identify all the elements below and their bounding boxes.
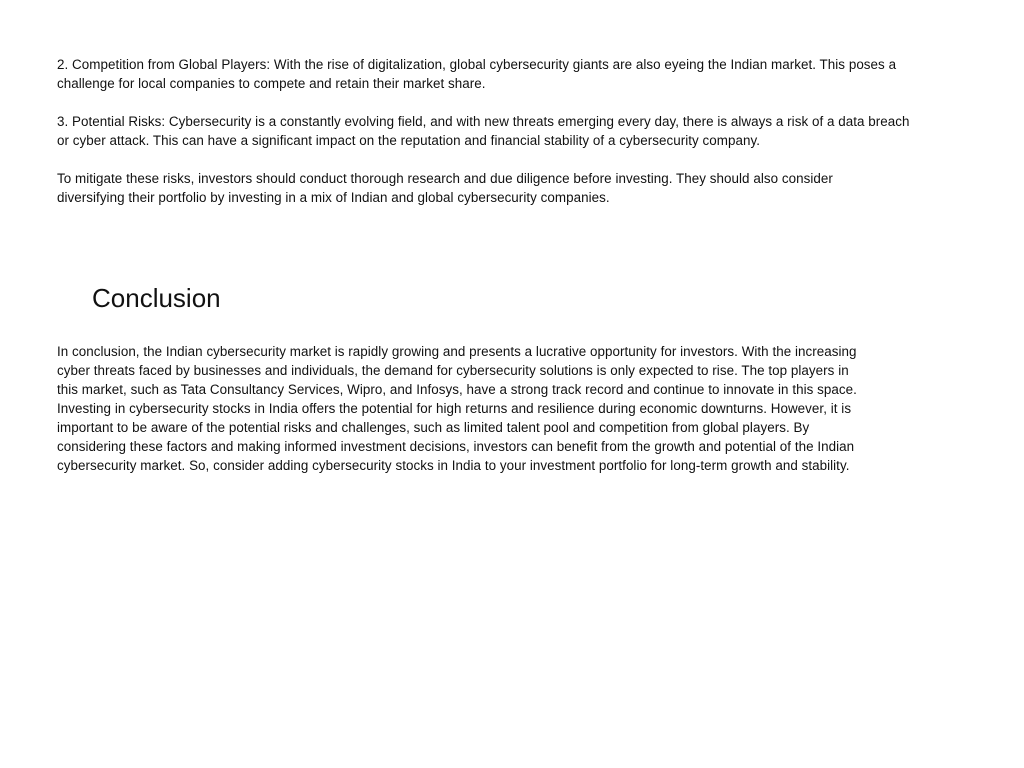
- paragraph-line: this market, such as Tata Consultancy Services, Wipro, and Infosys, have a strong track record and continue to innovate in this space.: [57, 382, 857, 397]
- paragraph-line: cybersecurity market. So, consider adding cybersecurity stocks in India to your investment portfolio for long-term growth and stability.: [57, 458, 850, 473]
- paragraph-line: cyber threats faced by businesses and individuals, the demand for cybersecurity solutions is only expected to rise. The top players in: [57, 363, 849, 378]
- paragraph-line: Investing in cybersecurity stocks in India offers the potential for high returns and resilience during economic downturns. However, it is: [57, 401, 852, 416]
- paragraph-mitigate: [57, 169, 833, 207]
- conclusion-heading: Conclusion: [92, 283, 221, 313]
- paragraph-line: or cyber attack. This can have a significant impact on the reputation and financial stability of a cybersecurity company.: [57, 133, 760, 148]
- paragraph-line: considering these factors and making informed investment decisions, investors can benefit from the growth and potential of the Indian: [57, 439, 855, 454]
- paragraph-line: important to be aware of the potential risks and challenges, such as limited talent pool and competition from global players. By: [57, 420, 810, 435]
- paragraph-competition: [57, 55, 896, 93]
- paragraph-conclusion: [57, 342, 857, 475]
- paragraph-line: 2. Competition from Global Players: With the rise of digitalization, global cybersecurity giants are also eyeing the Indian market. This poses a: [57, 57, 897, 72]
- paragraph-line: In conclusion, the Indian cybersecurity market is rapidly growing and presents a lucrative opportunity for investors. With the increasing: [57, 344, 857, 359]
- paragraph-line: 3. Potential Risks: Cybersecurity is a constantly evolving field, and with new threats emerging every day, there is always a risk of a data breach: [57, 114, 910, 129]
- paragraph-line: challenge for local companies to compete and retain their market share.: [57, 76, 486, 91]
- paragraph-risks: [57, 112, 910, 150]
- paragraph-line: diversifying their portfolio by investing in a mix of Indian and global cybersecurity companies.: [57, 190, 610, 205]
- paragraph-line: To mitigate these risks, investors should conduct thorough research and due diligence before investing. They should also consider: [57, 171, 833, 186]
